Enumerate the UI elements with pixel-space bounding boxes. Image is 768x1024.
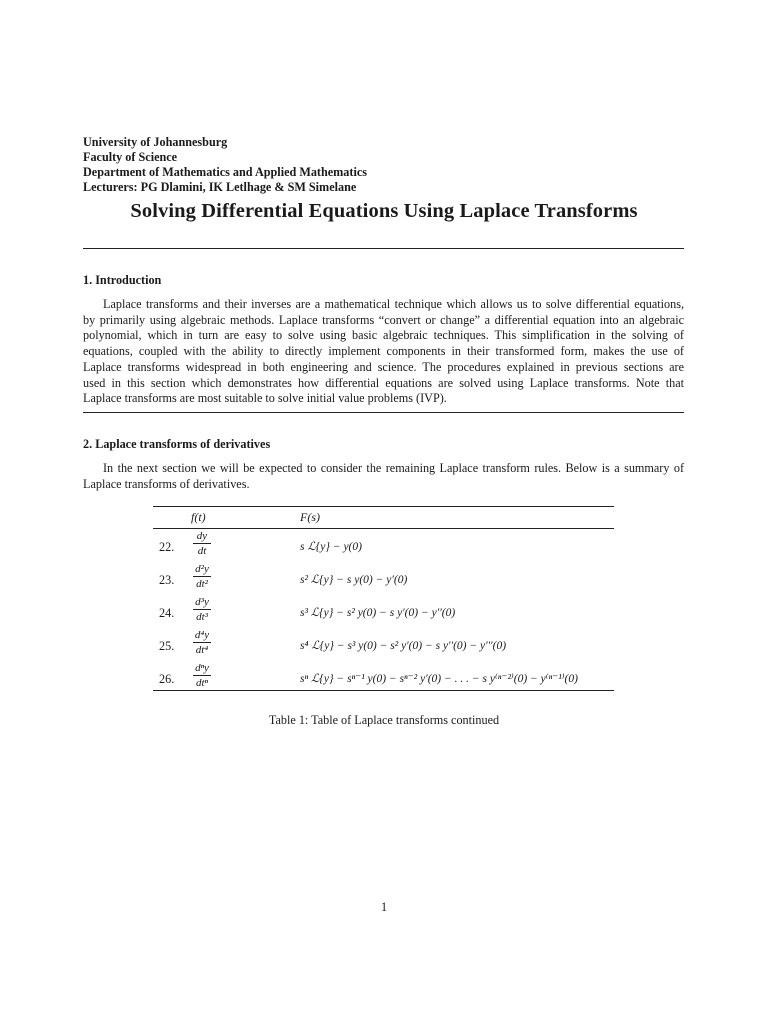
paragraph-line: polynomial, which in turn are easy to solve using basic algebraic techniques. This simplification in the solving of (83, 328, 684, 343)
lecturers-line: Lecturers: PG Dlamini, IK Letlhage & SM Simelane (83, 180, 357, 194)
paragraph-line: In the next section we will be expected to consider the remaining Laplace transform rules. Below is a summary of (103, 461, 684, 475)
fraction-bar (193, 576, 211, 577)
transform-expression: sⁿ ℒ{y} − sⁿ⁻¹ y(0) − sⁿ⁻² y′(0) − . . . − s y⁽ⁿ⁻²⁾(0) − y⁽ⁿ⁻¹⁾(0) (300, 673, 578, 685)
row-number: 23. (159, 573, 175, 587)
introduction-paragraph (83, 297, 684, 407)
paragraph-line: Laplace transforms of derivatives. (83, 476, 250, 491)
page-number: 1 (380, 900, 388, 914)
fraction-numerator: dⁿy (195, 662, 209, 674)
document-header (83, 135, 367, 195)
table-row (153, 563, 614, 596)
derivative-fraction (193, 662, 211, 689)
fraction-bar (193, 543, 211, 544)
horizontal-rule (83, 248, 684, 249)
table-row (153, 530, 614, 563)
transform-expression: s³ ℒ{y} − s² y(0) − s y′(0) − y′′(0) (300, 607, 456, 619)
table-bottom-rule (153, 690, 614, 691)
paragraph-line: Laplace transforms and their inverses are a mathematical technique which allows us to solve differential equations, (103, 297, 684, 311)
fraction-numerator: d³y (195, 596, 209, 608)
table-row (153, 629, 614, 662)
table-caption: Table 1: Table of Laplace transforms continued (268, 713, 500, 727)
paragraph-line: equations, coupled with the ability to directly implement components in their transformed form, makes the use of (83, 344, 684, 359)
faculty-name: Faculty of Science (83, 150, 178, 164)
fraction-numerator: dy (196, 530, 208, 542)
paragraph-line: used in this section which demonstrates how differential equations are solved using Laplace transforms. Note that (83, 375, 684, 390)
document-title: Solving Differential Equations Using Laplace Transforms (130, 200, 638, 222)
derivative-fraction (193, 596, 211, 623)
table-row (153, 596, 614, 629)
row-number: 24. (159, 606, 175, 620)
derivative-fraction (193, 530, 211, 557)
paragraph-line: Laplace transforms widespread in both engineering and science. The procedures explained in previous sections are (83, 359, 684, 374)
fraction-bar (193, 609, 211, 610)
table-header-rule (153, 528, 614, 529)
transform-expression: s² ℒ{y} − s y(0) − y′(0) (300, 574, 408, 586)
fraction-denominator: dt³ (196, 611, 208, 623)
transform-expression: s⁴ ℒ{y} − s³ y(0) − s² y′(0) − s y′′(0) − y′′′(0) (300, 640, 507, 652)
transform-expression: s ℒ{y} − y(0) (300, 541, 362, 553)
derivative-fraction (193, 629, 211, 656)
column-header-f-of-t: f(t) (191, 510, 206, 524)
fraction-denominator: dt (197, 545, 207, 557)
table-top-rule (153, 506, 614, 507)
fraction-numerator: d²y (195, 563, 209, 575)
fraction-denominator: dt² (196, 578, 208, 590)
department-name: Department of Mathematics and Applied Mathematics (83, 165, 368, 179)
row-number: 22. (159, 540, 175, 554)
university-name: University of Johannesburg (83, 135, 228, 149)
fraction-denominator: dt⁴ (195, 644, 209, 656)
fraction-bar (193, 642, 211, 643)
derivatives-paragraph (83, 461, 684, 492)
fraction-bar (193, 675, 211, 676)
row-number: 26. (159, 672, 175, 686)
column-header-F-of-s: F(s) (300, 510, 320, 524)
horizontal-rule (83, 412, 684, 413)
derivative-fraction (193, 563, 211, 590)
row-number: 25. (159, 639, 175, 653)
paragraph-line: by primarily using algebraic methods. Laplace transforms “convert or change” a differential equation into an algebraic (83, 312, 684, 327)
fraction-numerator: d⁴y (194, 629, 210, 641)
paragraph-line: Laplace transforms are most suitable to solve initial value problems (IVP). (83, 391, 447, 406)
section-heading-introduction: 1. Introduction (83, 273, 162, 287)
section-heading-derivatives: 2. Laplace transforms of derivatives (83, 437, 271, 451)
fraction-denominator: dtⁿ (195, 677, 209, 689)
